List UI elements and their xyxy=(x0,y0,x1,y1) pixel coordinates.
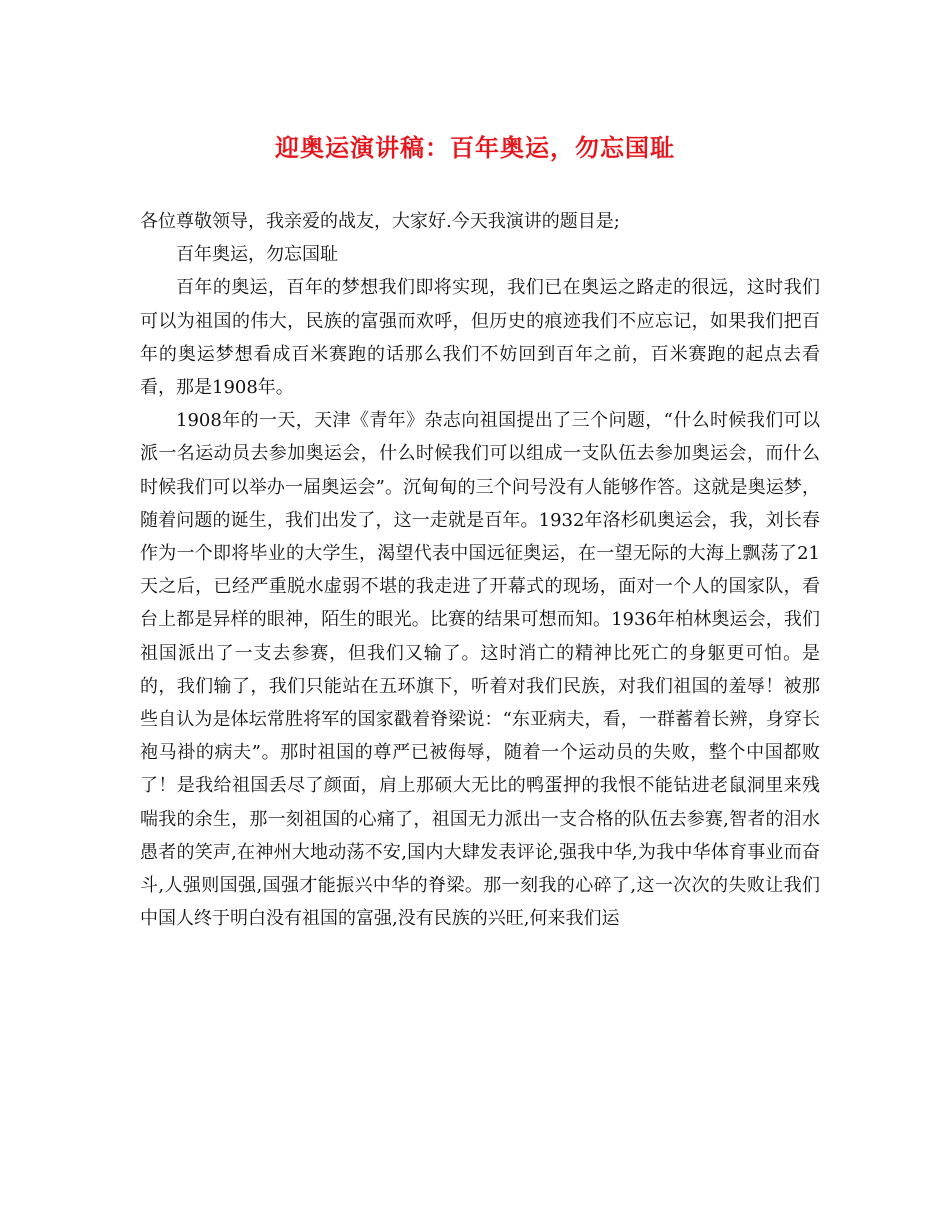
document-body xyxy=(140,205,820,935)
document-title: 迎奥运演讲稿：百年奥运，勿忘国耻 xyxy=(275,133,675,162)
greeting-paragraph: 各位尊敬领导，我亲爱的战友，大家好.今天我演讲的题目是; xyxy=(140,211,620,232)
speech-topic-paragraph: 百年奥运，勿忘国耻 xyxy=(176,244,338,266)
body-paragraph-2: 1908年的一天，天津《青年》杂志向祖国提出了三个问题，“什么时候我们可以派一名运动员去参加奥运会，什么时候我们可以组成一支队伍去参加奥运会，而什么时候我们可以举办一届奥运会”。沉甸甸的三个问号没有人能够作答。这就是奥运梦，随着问题的诞生，我们出发了，这一走就是百年。1932年洛杉矶奥运会，我，刘长春作为一个即将毕业的大学生，渴望代表中国远征奥运，在一望无际的大海上飘荡了21天之后，已经严重脱水虚弱不堪的我走进了开幕式的现场，面对一个人的国家队，看台上都是异样的眼神，陌生的眼光。比赛的结果可想而知。1936年柏林奥运会，我们祖国派出了一支去参赛，但我们又输了。这时消亡的精神比死亡的身躯更可怕。是的，我们输了，我们只能站在五环旗下，听着对我们民族，对我们祖国的羞辱！被那些自认为是体坛常胜将军的国家戳着脊梁说：“东亚病夫，看，一群蓄着长辨，身穿长袍马褂的病夫”。那时祖国的尊严已被侮辱，随着一个运动员的失败，整个中国都败了！是我给祖国丢尽了颜面，肩上那硕大无比的鸭蛋押的我恨不能钻进老鼠洞里来残喘我的余生，那一刻祖国的心痛了，祖国无力派出一支合格的队伍去参赛,智者的泪水愚者的笑声,在神州大地动荡不安,国内大肆发表评论,强我中华,为我中华体育事业而奋斗,人强则国强,国强才能振兴中华的脊梁。那一刻我的心碎了,这一次次的失败让我们中国人终于明白没有祖国的富强,没有民族的兴旺,何来我们运 xyxy=(140,410,820,930)
body-paragraph-1: 百年的奥运，百年的梦想我们即将实现，我们已在奥运之路走的很远，这时我们可以为祖国的伟大，民族的富强而欢呼，但历史的痕迹我们不应忘记，如果我们把百年的奥运梦想看成百米赛跑的话那么我们不妨回到百年之前，百米赛跑的起点去看看，那是1908年。 xyxy=(140,277,820,399)
